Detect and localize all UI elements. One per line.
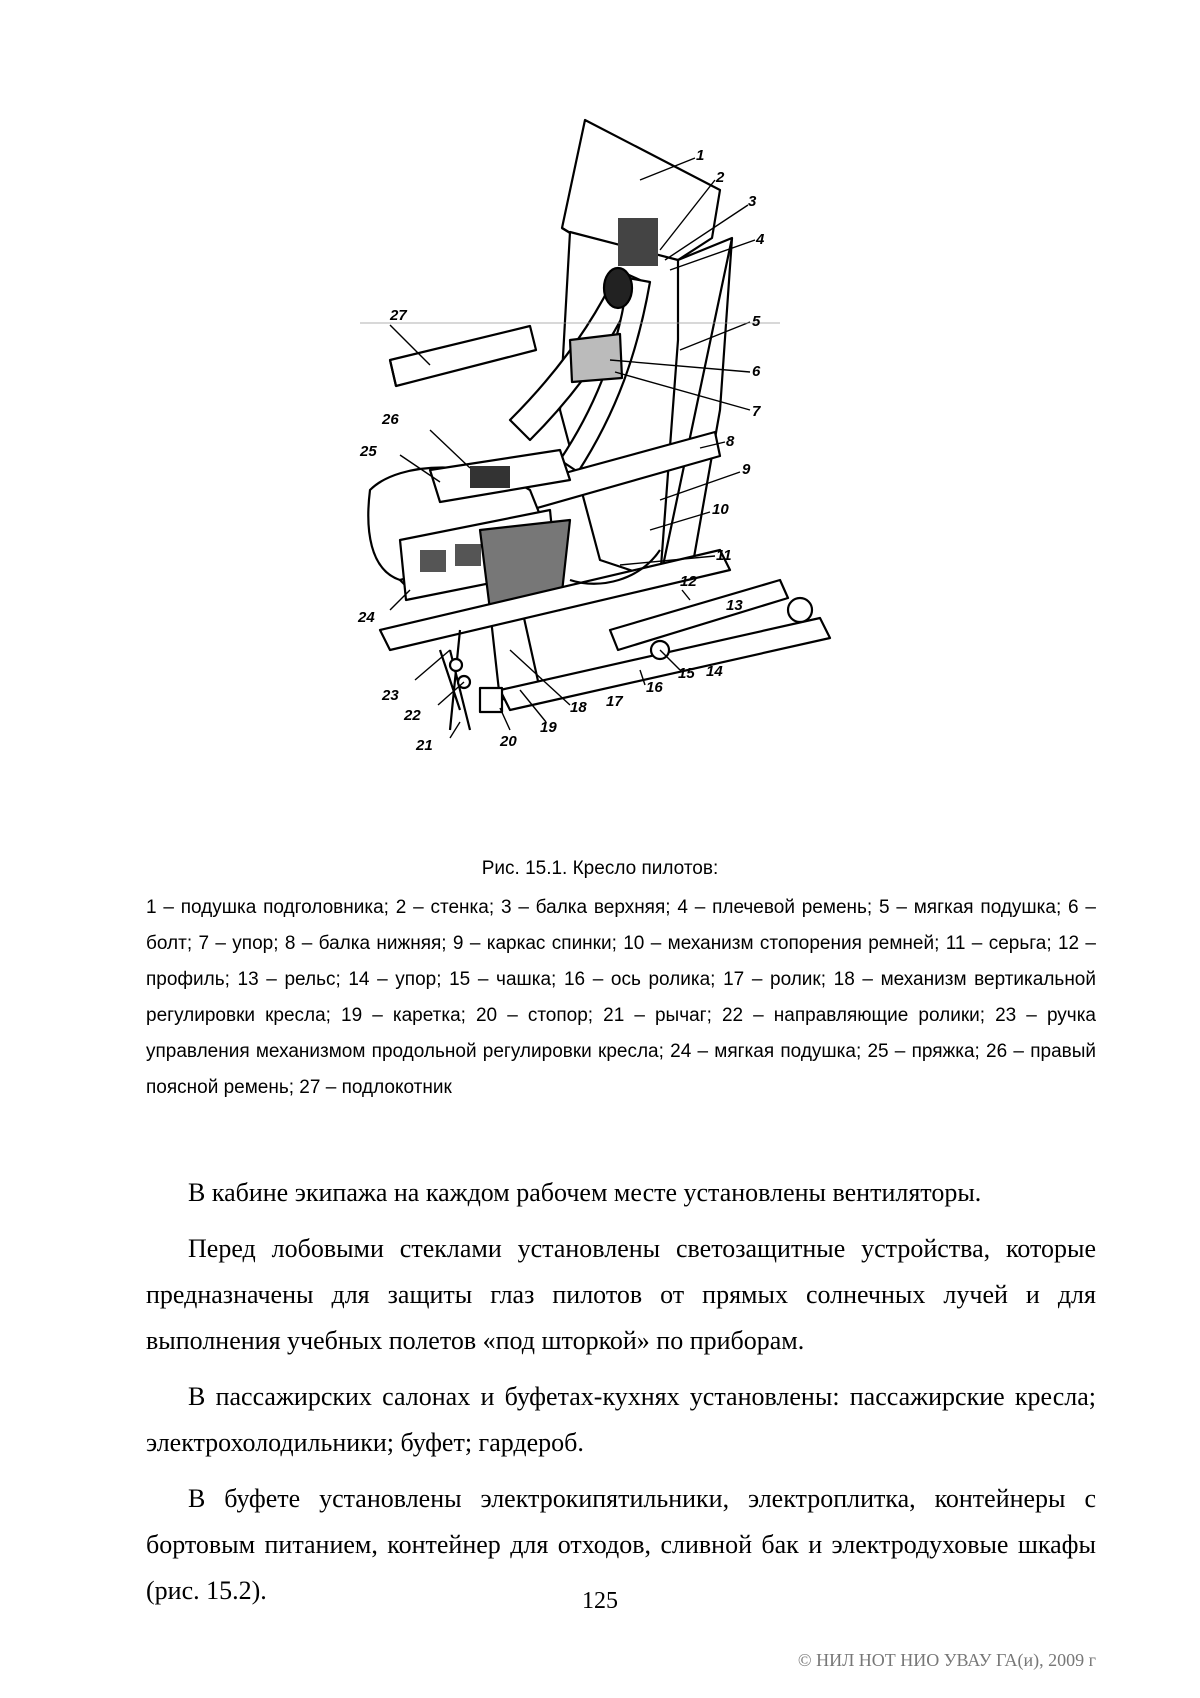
copyright-notice: © НИЛ НОТ НИО УВАУ ГА(и), 2009 г (797, 1650, 1096, 1670)
callout-4: 4 (756, 231, 765, 248)
callout-8: 8 (726, 433, 735, 450)
callout-10: 10 (712, 501, 729, 518)
callout-16: 16 (646, 679, 663, 696)
paragraph: В буфете установлены электрокипятильники, электроплитка, контейнеры с бортовым питанием, контейнер для отходов, сливной бак и электродуховые шкафы (рис. 15.2). (146, 1484, 1096, 1605)
callout-24: 24 (358, 609, 375, 626)
callout-25: 25 (360, 443, 377, 460)
callout-11: 11 (716, 547, 732, 564)
body-text (146, 1170, 1096, 1624)
figure-legend: 1 – подушка подголовника; 2 – стенка; 3 – балка верхняя; 4 – плечевой ремень; 5 – мягкая подушка; 6 – болт; 7 – упор; 8 – балка нижняя; 9 – каркас спинки; 10 – механизм стопорения ремней; 11 – серьга; 12 – профиль; 13 – рельс; 14 – упор; 15 – чашка; 16 – ось ролика; 17 – ролик; 18 – механизм вертикальной регулировки кресла; 19 – каретка; 20 – стопор; 21 – рычаг; 22 – направляющие ролики; 23 – ручка управления механизмом продольной регулировки кресла; 24 – мягкая подушка; 25 – пряжка; 26 – правый поясной ремень; 27 – подлокотник (146, 897, 1096, 1098)
callout-20: 20 (500, 733, 517, 750)
paragraph: В кабине экипажа на каждом рабочем месте установлены вентиляторы. (188, 1178, 982, 1207)
callout-15: 15 (678, 665, 695, 682)
callout-17: 17 (606, 693, 623, 710)
pilot-seat-drawing (360, 110, 880, 830)
callout-13: 13 (726, 597, 743, 614)
page-number: 125 (582, 1588, 618, 1614)
paragraph: Перед лобовыми стеклами установлены светозащитные устройства, которые предназначены для защиты глаз пилотов от прямых солнечных лучей и для выполнения учебных полетов «под шторкой» по приборам. (146, 1234, 1096, 1355)
callout-7: 7 (752, 403, 761, 420)
callout-6: 6 (752, 363, 761, 380)
callout-5: 5 (752, 313, 761, 330)
figure-caption-title: Рис. 15.1. Кресло пилотов: (481, 858, 719, 879)
callout-18: 18 (570, 699, 587, 716)
callout-12: 12 (680, 573, 697, 590)
callout-22: 22 (404, 707, 421, 724)
callout-3: 3 (748, 193, 757, 210)
callout-21: 21 (416, 737, 433, 754)
callout-14: 14 (706, 663, 723, 680)
callout-2: 2 (716, 169, 725, 186)
callout-27: 27 (390, 307, 407, 324)
callout-23: 23 (382, 687, 399, 704)
pilot-seat-figure (360, 110, 880, 830)
callout-19: 19 (540, 719, 557, 736)
callout-1: 1 (696, 147, 705, 164)
callout-9: 9 (742, 461, 751, 478)
paragraph: В пассажирских салонах и буфетах-кухнях установлены: пассажирские кресла; электрохолодильники; буфет; гардероб. (146, 1382, 1096, 1457)
callout-26: 26 (382, 411, 399, 428)
